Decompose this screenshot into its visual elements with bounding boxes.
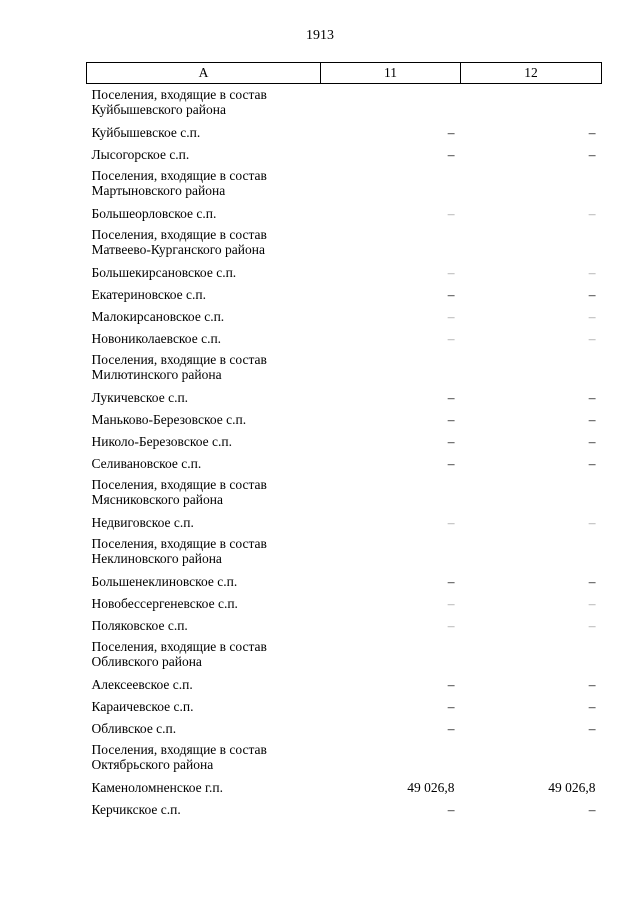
value-col-12: – xyxy=(588,573,596,589)
table-row xyxy=(87,327,602,349)
table-row xyxy=(87,695,602,717)
value-col-12: – xyxy=(588,411,596,427)
budget-table xyxy=(86,62,602,820)
value-col-11: – xyxy=(447,330,455,346)
value-col-12 xyxy=(461,165,602,202)
value-col-12: – xyxy=(588,676,596,692)
value-col-11: – xyxy=(447,411,455,427)
group-name: Поселения, входящие в состав Обливского района xyxy=(91,638,267,669)
value-col-11 xyxy=(321,636,461,673)
group-name: Поселения, входящие в состав Куйбышевского района xyxy=(91,87,267,117)
table-row xyxy=(87,570,602,592)
value-col-12: – xyxy=(588,617,596,633)
settlement-name: Екатериновское с.п. xyxy=(91,286,206,302)
value-col-12: – xyxy=(588,698,596,714)
value-col-12: – xyxy=(588,124,596,140)
value-col-11: – xyxy=(447,573,455,589)
value-col-11: – xyxy=(447,595,455,611)
group-name: Поселения, входящие в состав Матвеево-Курганского района xyxy=(91,226,267,257)
value-col-12: – xyxy=(588,264,596,280)
settlement-name: Каменоломненское г.п. xyxy=(91,779,223,795)
value-col-11: – xyxy=(447,455,455,471)
header-col-11: 11 xyxy=(321,63,461,84)
settlement-name: Керчикское с.п. xyxy=(91,801,181,817)
settlement-name: Куйбышевское с.п. xyxy=(91,124,201,140)
group-name: Поселения, входящие в состав Октябрьского района xyxy=(91,741,267,772)
table-row xyxy=(87,776,602,798)
settlement-name: Николо-Березовское с.п. xyxy=(91,433,232,449)
table-row xyxy=(87,143,602,165)
settlement-name: Большенеклиновское с.п. xyxy=(91,573,238,589)
table-row xyxy=(87,202,602,224)
settlement-name: Большекирсановское с.п. xyxy=(91,264,237,280)
table-row xyxy=(87,614,602,636)
table-row xyxy=(87,673,602,695)
value-col-11: – xyxy=(447,617,455,633)
group-header-row xyxy=(87,739,602,776)
value-col-11: – xyxy=(447,124,455,140)
settlement-name: Новониколаевское с.п. xyxy=(91,330,222,346)
settlement-name: Поляковское с.п. xyxy=(91,617,188,633)
value-col-11: – xyxy=(447,389,455,405)
group-header-row xyxy=(87,474,602,511)
value-col-11: – xyxy=(447,676,455,692)
value-col-12 xyxy=(461,84,602,121)
value-col-12: – xyxy=(588,286,596,302)
group-header-row xyxy=(87,533,602,570)
table-row xyxy=(87,452,602,474)
settlement-name: Недвиговское с.п. xyxy=(91,514,194,530)
table-row xyxy=(87,386,602,408)
page-number: 1913 xyxy=(306,28,334,43)
table-row xyxy=(87,798,602,820)
header-col-12: 12 xyxy=(461,63,602,84)
table-header xyxy=(87,63,602,84)
value-col-12 xyxy=(461,224,602,261)
value-col-12: – xyxy=(588,514,596,530)
value-col-11: – xyxy=(447,264,455,280)
value-col-11: – xyxy=(447,308,455,324)
value-col-12: – xyxy=(588,205,596,221)
value-col-12: – xyxy=(588,433,596,449)
value-col-12: – xyxy=(588,308,596,324)
settlement-name: Селивановское с.п. xyxy=(91,455,202,471)
value-col-12: – xyxy=(588,595,596,611)
table-row xyxy=(87,430,602,452)
value-col-11 xyxy=(321,474,461,511)
value-col-12: – xyxy=(588,720,596,736)
value-col-12: – xyxy=(588,455,596,471)
table-body xyxy=(87,84,602,820)
value-col-12 xyxy=(461,636,602,673)
value-col-12: – xyxy=(588,801,596,817)
group-header-row xyxy=(87,636,602,673)
table-row xyxy=(87,305,602,327)
value-col-11 xyxy=(321,84,461,121)
value-col-11: 49 026,8 xyxy=(407,779,455,795)
group-name: Поселения, входящие в состав Мартыновского района xyxy=(91,167,267,198)
value-col-11: – xyxy=(447,801,455,817)
value-col-12 xyxy=(461,533,602,570)
value-col-11: – xyxy=(447,698,455,714)
value-col-11 xyxy=(321,533,461,570)
value-col-12 xyxy=(461,349,602,386)
value-col-12: – xyxy=(588,330,596,346)
settlement-name: Маньково-Березовское с.п. xyxy=(91,411,247,427)
value-col-11 xyxy=(321,349,461,386)
value-col-11 xyxy=(321,224,461,261)
group-name: Поселения, входящие в состав Милютинского района xyxy=(91,351,267,382)
value-col-12 xyxy=(461,739,602,776)
value-col-12: – xyxy=(588,146,596,162)
settlement-name: Большеорловское с.п. xyxy=(91,205,217,221)
settlement-name: Малокирсановское с.п. xyxy=(91,308,225,324)
value-col-11 xyxy=(321,165,461,202)
value-col-11: – xyxy=(447,433,455,449)
value-col-11: – xyxy=(447,146,455,162)
value-col-12 xyxy=(461,474,602,511)
value-col-11: – xyxy=(447,205,455,221)
table-row xyxy=(87,408,602,430)
settlement-name: Караичевское с.п. xyxy=(91,698,194,714)
table-row xyxy=(87,511,602,533)
value-col-11: – xyxy=(447,514,455,530)
table-row xyxy=(87,261,602,283)
table-row xyxy=(87,717,602,739)
group-header-row xyxy=(87,84,602,121)
value-col-11: – xyxy=(447,286,455,302)
group-name: Поселения, входящие в состав Неклиновского района xyxy=(91,535,267,566)
settlement-name: Новобессергеневское с.п. xyxy=(91,595,238,611)
value-col-12: 49 026,8 xyxy=(548,779,596,795)
settlement-name: Алексеевское с.п. xyxy=(91,676,193,692)
settlement-name: Обливское с.п. xyxy=(91,720,177,736)
group-header-row xyxy=(87,165,602,202)
group-header-row xyxy=(87,349,602,386)
group-header-row xyxy=(87,224,602,261)
value-col-12: – xyxy=(588,389,596,405)
settlement-name: Лысогорское с.п. xyxy=(91,146,190,162)
settlement-name: Лукичевское с.п. xyxy=(91,389,189,405)
header-col-a: А xyxy=(87,63,321,84)
header-row xyxy=(87,63,602,84)
value-col-11 xyxy=(321,739,461,776)
value-col-11: – xyxy=(447,720,455,736)
group-name: Поселения, входящие в состав Мясниковского района xyxy=(91,476,267,507)
table-row xyxy=(87,121,602,143)
table-row xyxy=(87,283,602,305)
table-row xyxy=(87,592,602,614)
